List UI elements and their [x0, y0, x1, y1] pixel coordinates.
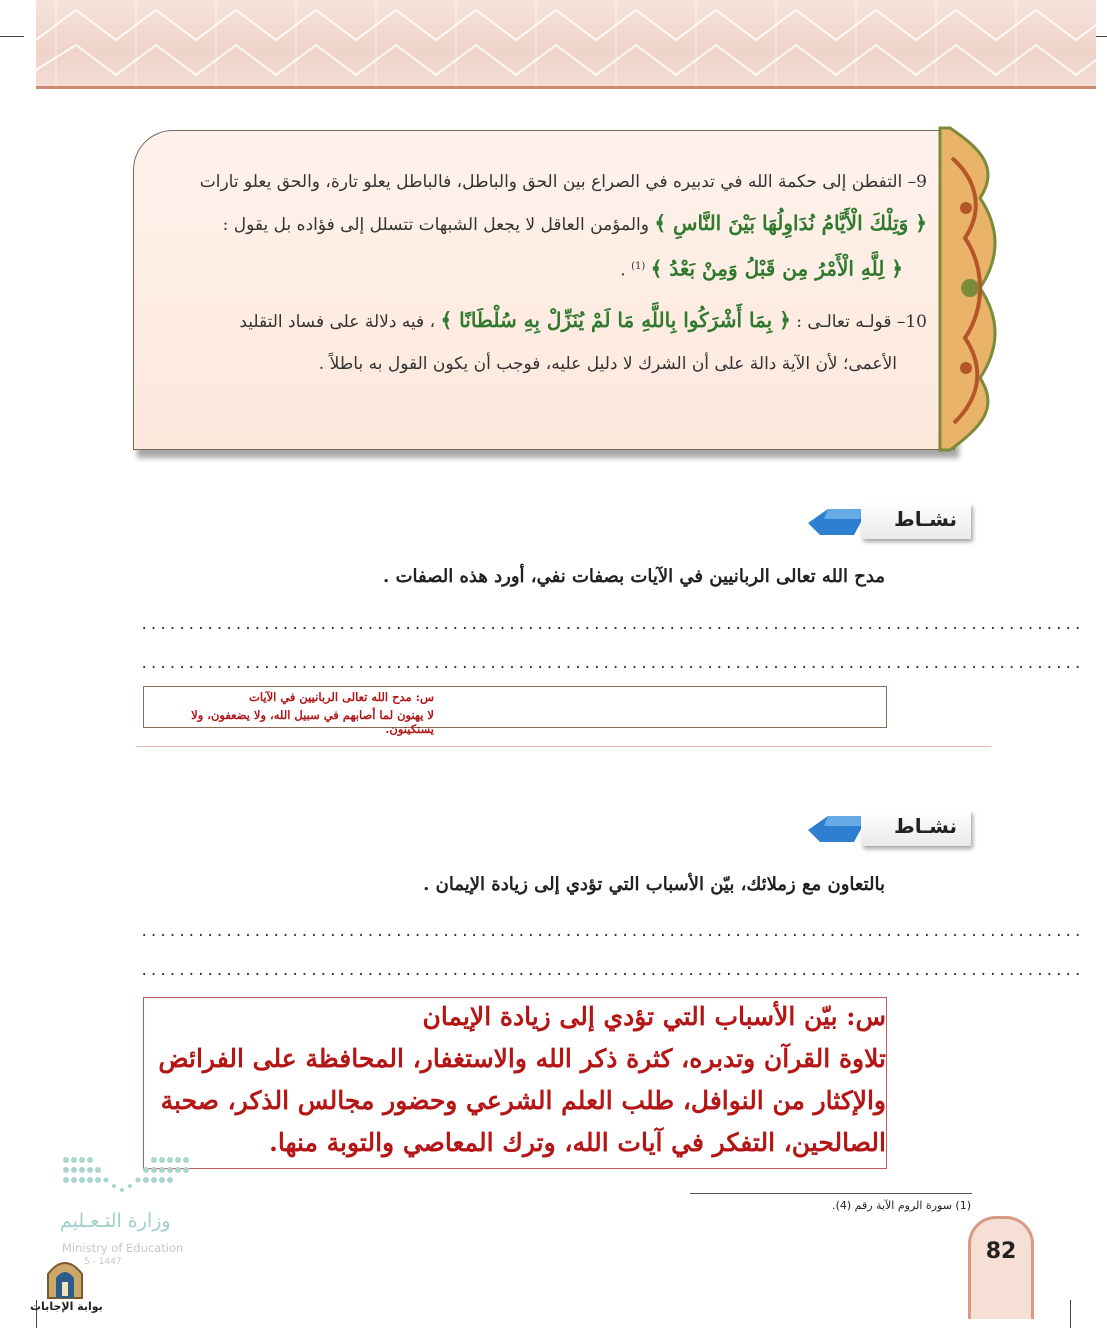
portal-logo-icon: [44, 1256, 86, 1300]
section-divider: [136, 746, 991, 747]
item9-line2-text: والمؤمن العاقل لا يجعل الشبهات تتسلل إلى فؤاده بل يقول :: [222, 215, 649, 235]
quran-verse: ﴿ وَتِلْكَ الْأَيَّامُ نُدَاوِلُهَا بَيْنَ النَّاسِ ﴾: [654, 211, 927, 235]
footnote-ref: (1): [631, 261, 646, 272]
item9-line2: [167, 212, 927, 236]
answer-line: ....................................................................................................: [140, 924, 1083, 940]
footnote: (1) سورة الروم الآية رقم (4).: [832, 1199, 971, 1212]
answer-line: ....................................................................................................: [140, 617, 1083, 633]
activity1-question: مدح الله تعالى الربانيين في الآيات بصفات نفي، أورد هذه الصفات .: [383, 566, 885, 587]
badge-label: نشـاط: [894, 507, 957, 531]
crop-mark: [1070, 1300, 1071, 1328]
answer-box: [143, 997, 887, 1169]
ministry-name-arabic: وزارة التـعـليم: [60, 1210, 171, 1232]
footnote-divider: [690, 1193, 972, 1194]
quran-verse: ﴿ بِمَا أَشْرَكُوا بِاللَّهِ مَا لَمْ يُنَزِّلْ بِهِ سُلْطَانًا ﴾: [440, 308, 791, 332]
item9-line3: ﴿ لِلَّهِ الْأَمْرُ مِن قَبْلُ وَمِنْ بَعْدُ ﴾ $^{(1)}$ .: [620, 256, 903, 281]
item9-line1: 9– التفطن إلى حكمة الله في تدبيره في الصراع بين الحق والباطل، فالباطل يعلو تارة، والحق يعلو تارات: [199, 172, 927, 192]
answer-text: والإكثار من النوافل، طلب العلم الشرعي وحضور مجالس الذكر، صحبة: [160, 1086, 886, 1115]
quran-verse: ﴿ لِلَّهِ الْأَمْرُ مِن قَبْلُ وَمِنْ بَعْدُ ﴾: [650, 256, 903, 281]
banner-underline: [36, 86, 1096, 89]
item10-line2: الأعمى؛ لأن الآية دالة على أن الشرك لا دليل عليه، فوجب أن يكون القول به باطلاً .: [318, 354, 897, 374]
page-number-tab: [968, 1216, 1034, 1319]
answer-line: ....................................................................................................: [140, 656, 1083, 672]
answer-question: س: مدح الله تعالى الربانيين في الآيات: [249, 690, 434, 704]
activity-badge: [806, 810, 971, 848]
answer-text: تلاوة القرآن وتدبره، كثرة ذكر الله والاستغفار، المحافظة على الفرائض: [158, 1044, 886, 1073]
activity2-question: بالتعاون مع زملائك، بيّن الأسباب التي تؤدي إلى زيادة الإيمان .: [423, 874, 885, 895]
watermark-text: بوابة الإجابات: [30, 1300, 103, 1313]
activity-badge: [806, 503, 971, 541]
page-number: 82: [985, 1239, 1017, 1264]
banner-pattern: [36, 0, 1096, 86]
header-banner: [36, 0, 1096, 86]
answer-text: الصالحين، التفكر في آيات الله، وترك المعاصي والتوبة منها.: [269, 1128, 886, 1157]
ornament-border: [940, 128, 1002, 450]
answer-line: ....................................................................................................: [140, 963, 1083, 979]
item10-intro: 10– قولـه تعالـى :: [796, 312, 927, 332]
answer-box: [143, 686, 887, 736]
item10-text: ، فيه دلالة على فساد التقليد: [239, 312, 436, 332]
ministry-year: 5 - 1447: [84, 1257, 122, 1267]
answer-text: لا يهنون لما أصابهم في سبيل الله، ولا يضعفون، ولا يستكينون.: [191, 708, 434, 736]
item10-line1: [167, 309, 927, 333]
badge-label: نشـاط: [894, 814, 957, 838]
ministry-name-english: Ministry of Education: [62, 1241, 184, 1255]
answer-question: س: بيّن الأسباب التي تؤدي إلى زيادة الإيمان: [422, 1002, 886, 1031]
crop-mark: [0, 36, 24, 37]
